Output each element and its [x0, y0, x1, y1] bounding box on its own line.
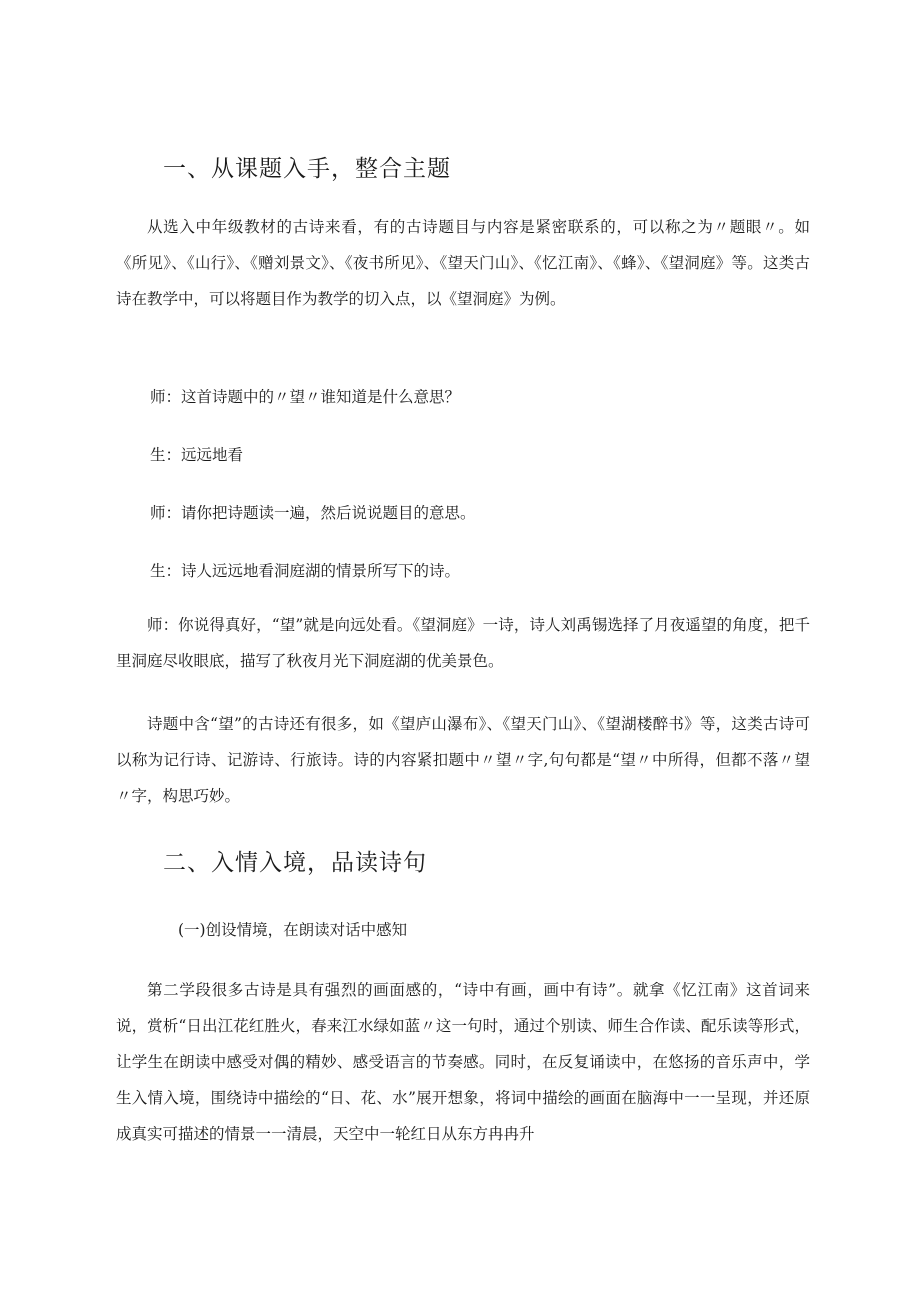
section-2-paragraph-1: 第二学段很多古诗是具有强烈的画面感的，“诗中有画，画中有诗”。就拿《忆江南》这首词来说，赏析“日出江花红胜火，春来江水绿如蓝〃这一句时，通过个别读、师生合作读、配乐读等形式，让学生在朗读中感受对偶的精妙、感受语言的节奏感。同时，在反复诵读中，在悠扬的音乐声中，学生入情入境，围绕诗中描绘的“日、花、水”展开想象，将词中描绘的画面在脑海中一一呈现，并还原成真实可描述的情景一一清晨，天空中一轮红日从东方冉冉升	[116, 981, 810, 1143]
dialogue-line-3: 师：请你把诗题读一遍，然后说说题目的意思。	[150, 504, 476, 522]
dialogue-line-1: 师：这首诗题中的〃望〃谁知道是什么意思？	[150, 388, 461, 406]
section-2-subheading: (一)创设情境，在朗读对话中感知	[178, 921, 408, 939]
teacher-reply-paragraph: 师：你说得真好，“望”就是向远处看。《望洞庭》一诗，诗人刘禹锡选择了月夜遥望的角度，把千里洞庭尽收眼底，描写了秋夜月光下洞庭湖的优美景色。	[116, 616, 810, 670]
section-1-paragraph-1: 从选入中年级教材的古诗来看，有的古诗题目与内容是紧密联系的，可以称之为〃题眼〃。如《所见》、《山行》、《赠刘景文》、《夜书所见》、《望天门山》、《忆江南》、《蜂》、《望洞庭》等。这类古诗在教学中，可以将题目作为教学的切入点，以《望洞庭》为例。	[116, 218, 810, 308]
section-1-paragraph-2: 诗题中含“望”的古诗还有很多，如《望庐山瀑布》、《望天门山》、《望湖楼醉书》等，这类古诗可以称为记行诗、记游诗、行旅诗。诗的内容紧扣题中〃望〃字,句句都是“望〃中所得，但都不落〃望〃字，构思巧妙。	[116, 715, 810, 805]
dialogue-line-2: 生：远远地看	[150, 446, 244, 464]
section-1-heading: 一、从课题入手，整合主题	[163, 156, 451, 182]
dialogue-line-4: 生：诗人远远地看洞庭湖的情景所写下的诗。	[150, 562, 461, 580]
section-2-heading: 二、入情入境，品读诗句	[163, 850, 427, 876]
